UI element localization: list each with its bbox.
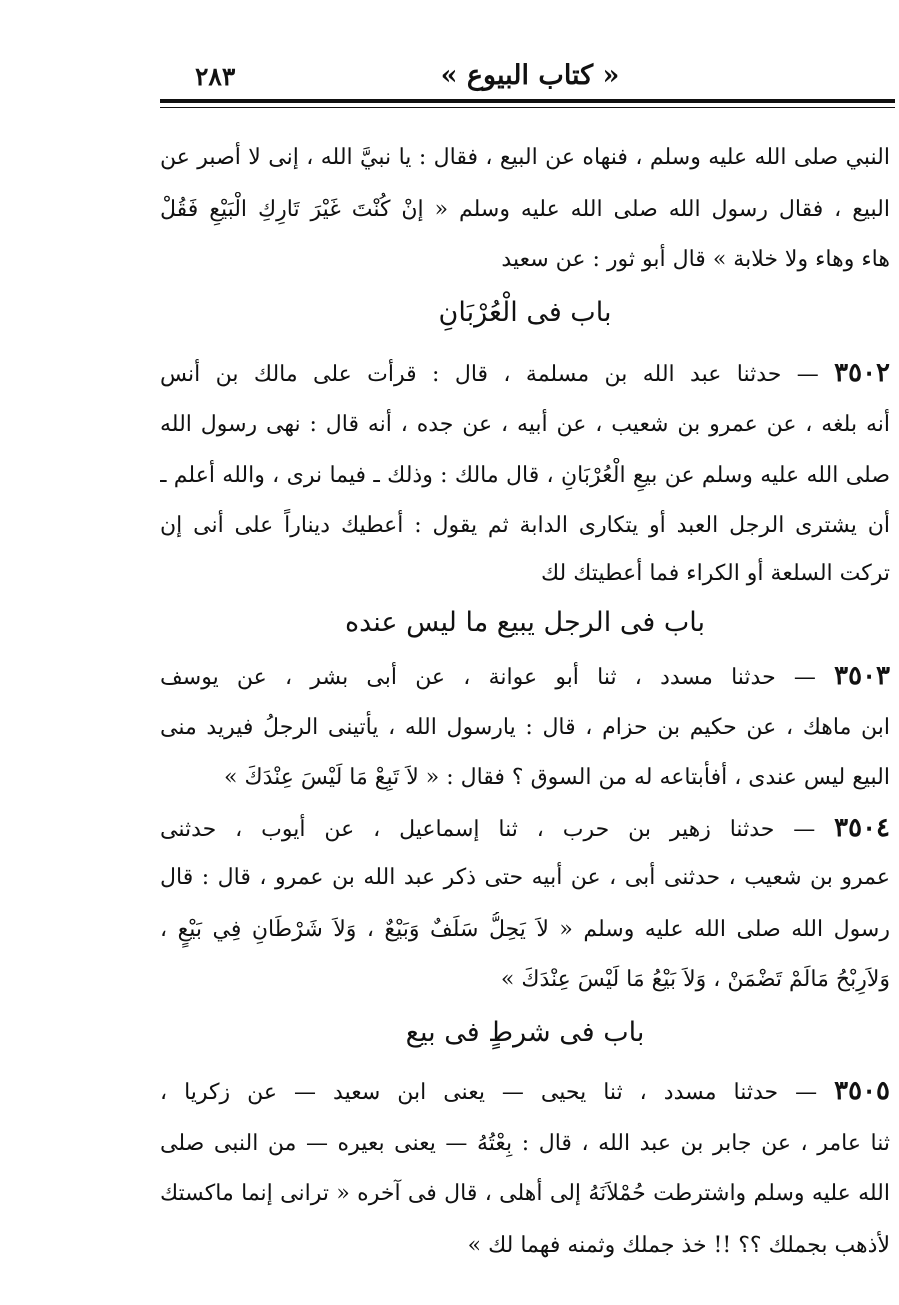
text-line: — حدثنا مسدد ، ثنا يحيى — يعنى ابن سعيد — عن زكريا ، — [160, 1080, 818, 1105]
hadith-first-line — [160, 1073, 890, 1111]
header-rule-thin — [160, 107, 895, 108]
text-line: لأذهب بجملك ؟؟ !! خذ جملك وثمنه فهما لك » — [467, 1233, 890, 1258]
text-line: وَلاَرِبْحُ مَالَمْ تَضْمَنْ ، وَلاَ بَيْعُ مَا لَيْسَ عِنْدَكَ » — [500, 967, 890, 992]
hadith-number: ٣٥٠٥ — [834, 1076, 890, 1106]
chapter-heading: باب فى شرطٍ فى بيع — [405, 1017, 645, 1048]
chapter-heading: باب فى الْعُرْبَانِ — [438, 297, 612, 328]
text-line: — حدثنا عبد الله بن مسلمة ، قال : قرأت على مالك بن أنس — [160, 362, 819, 387]
text-line: — حدثنا زهير بن حرب ، ثنا إسماعيل ، عن أيوب ، حدثنى — [160, 817, 816, 842]
hadith-first-line — [160, 658, 890, 696]
text-line: الله عليه وسلم واشترطت حُمْلاَنَهُ إلى أهلى ، قال فى آخره « ترانى إنما ماكستك — [160, 1181, 890, 1206]
text-line: أن يشترى الرجل العبد أو يتكارى الدابة ثم يقول : أعطيك ديناراً على أنى إن — [160, 513, 890, 538]
text-line: البيع ، فقال رسول الله صلى الله عليه وسلم « إنْ كُنْتَ غَيْرَ تَارِكِ الْبَيْعِ فَقُلْ — [160, 197, 890, 222]
hadith-number: ٣٥٠٤ — [834, 813, 890, 843]
page-number: ٢٨٣ — [195, 62, 236, 91]
text-line: — حدثنا مسدد ، ثنا أبو عوانة ، عن أبى بشر ، عن يوسف — [160, 665, 816, 690]
chapter-heading: باب فى الرجل يبيع ما ليس عنده — [344, 607, 706, 638]
hadith-first-line — [160, 810, 890, 848]
text-line: عمرو بن شعيب ، حدثنى أبى ، عن أبيه حتى ذكر عبد الله بن عمرو ، قال : قال — [160, 865, 890, 890]
text-line: رسول الله صلى الله عليه وسلم « لاَ يَحِلُّ سَلَفٌ وَبَيْعٌ ، وَلاَ شَرْطَانِ فِي بَيْعٍ ، — [160, 917, 890, 942]
text-line: ابن ماهك ، عن حكيم بن حزام ، قال : يارسول الله ، يأتينى الرجلُ فيريد منى — [160, 715, 890, 740]
text-line: ثنا عامر ، عن جابر بن عبد الله ، قال : بِعْتُهُ — يعنى بعيره — من النبى صلى — [160, 1131, 890, 1156]
header-rule — [160, 99, 895, 103]
text-line: تركت السلعة أو الكراء فما أعطيتك لك — [540, 561, 890, 586]
hadith-first-line — [160, 355, 890, 393]
text-line: أنه بلغه ، عن عمرو بن شعيب ، عن أبيه ، عن جده ، أنه قال : نهى رسول الله — [160, 412, 890, 437]
hadith-number: ٣٥٠٢ — [834, 358, 890, 388]
text-line: النبي صلى الله عليه وسلم ، فنهاه عن البيع ، فقال : يا نبيَّ الله ، إنى لا أصبر عن — [160, 145, 890, 170]
text-line: صلى الله عليه وسلم عن بيعِ الْعُرْبَانِ ، قال مالك : وذلك ـ فيما نرى ، والله أعلم ـ — [160, 463, 890, 488]
running-title: « كتاب البيوع » — [440, 60, 620, 91]
hadith-number: ٣٥٠٣ — [834, 661, 890, 691]
text-line: البيع ليس عندى ، أفأبتاعه له من السوق ؟ فقال : « لاَ تَبِعْ مَا لَيْسَ عِنْدَكَ » — [223, 765, 890, 790]
text-line: هاء وهاء ولا خلابة » قال أبو ثور : عن سعيد — [501, 247, 890, 272]
page-header — [160, 52, 899, 98]
